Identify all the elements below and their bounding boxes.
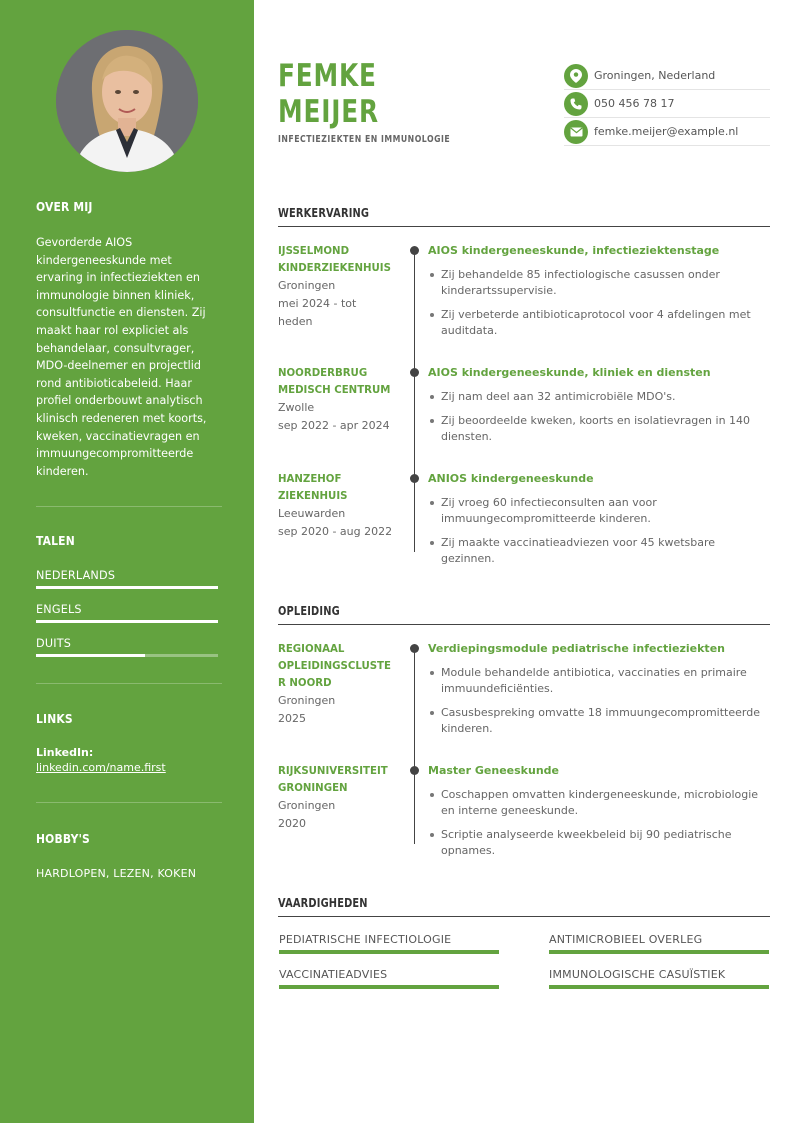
experience-title: WERKERVARING [278, 206, 370, 220]
entry-meta [278, 641, 394, 728]
skill-bar [279, 950, 499, 954]
location-text: Groningen, Nederland [594, 69, 716, 82]
language-level-bar [36, 586, 218, 589]
timeline-dot [410, 368, 419, 377]
entry-city: Groningen [278, 694, 336, 707]
language-level-bar [36, 620, 218, 623]
language-item [36, 637, 218, 657]
education-timeline-line [414, 648, 415, 844]
skill-bar [549, 985, 769, 989]
about-body [36, 234, 218, 480]
bullet-item: Zij verbeterde antibioticaprotocol voor 4 afdelingen met auditdata. [428, 307, 770, 339]
bullet-item: Zij nam deel aan 32 antimicrobiële MDO's. [428, 389, 770, 405]
sidebar-divider [36, 683, 222, 684]
entry-dates: 2025 [278, 712, 306, 725]
entry-dates: sep 2020 - aug 2022 [278, 525, 393, 538]
contact-location [564, 62, 770, 90]
entry-dates: 2020 [278, 817, 306, 830]
language-level-fill [36, 654, 145, 657]
entry-organization: REGIONAAL OPLEIDINGSCLUSTE R NOORD [278, 644, 391, 689]
education-title: OPLEIDING [278, 604, 340, 618]
timeline-dot [410, 644, 419, 653]
sidebar [0, 0, 254, 1123]
entry-organization: NOORDERBRUG MEDISCH CENTRUM [278, 368, 391, 396]
profile-photo [56, 30, 198, 172]
entry-organization: HANZEHOF ZIEKENHUIS [278, 474, 348, 502]
hobbies-section [36, 831, 218, 846]
last-name: MEIJER [278, 94, 379, 130]
entry-meta [278, 365, 394, 435]
phone-text: 050 456 78 17 [594, 97, 675, 110]
languages-section [36, 533, 218, 548]
skill-bar [549, 950, 769, 954]
entry-details [428, 641, 770, 745]
skill-item [549, 933, 769, 954]
entry-role: ANIOS kindergeneeskunde [428, 472, 594, 485]
entry-city: Leeuwarden [278, 507, 346, 520]
contact-email [564, 118, 770, 146]
envelope-icon [564, 120, 588, 144]
linkedin-link[interactable]: linkedin.com/name.first [36, 761, 166, 774]
bullet-item: Zij maakte vaccinatieadviezen voor 45 kwetsbare gezinnen. [428, 535, 770, 567]
entry-city: Groningen [278, 279, 336, 292]
entry-dates: mei 2024 - tot heden [278, 297, 357, 328]
language-item [36, 603, 218, 623]
entry-organization: IJSSELMOND KINDERZIEKENHUIS [278, 246, 391, 274]
entry-bullets [428, 389, 770, 445]
language-level-fill [36, 620, 218, 623]
bullet-item: Zij behandelde 85 infectiologische casussen onder kinderartssupervisie. [428, 267, 770, 299]
first-name: FEMKE [278, 58, 377, 94]
skills-header [278, 896, 770, 917]
linkedin-block [36, 746, 218, 774]
about-section [36, 199, 218, 214]
skills-title: VAARDIGHEDEN [278, 896, 368, 910]
experience-timeline-line [414, 250, 415, 552]
skill-item [279, 968, 499, 989]
entry-details [428, 471, 770, 575]
timeline-dot [410, 766, 419, 775]
skill-bar [279, 985, 499, 989]
hobbies-title: HOBBY'S [36, 831, 90, 846]
sidebar-divider [36, 802, 222, 803]
skill-name: IMMUNOLOGISCHE CASUÏSTIEK [549, 968, 726, 981]
hobbies-text: HARDLOPEN, LEZEN, KOKEN [36, 867, 197, 880]
skill-name: VACCINATIEADVIES [279, 968, 388, 981]
linkedin-label: LinkedIn: [36, 746, 94, 759]
about-title: OVER MIJ [36, 199, 93, 214]
entry-meta [278, 471, 394, 541]
bullet-item: Coschappen omvatten kindergeneeskunde, microbiologie en interne geneeskunde. [428, 787, 770, 819]
experience-header [278, 206, 770, 227]
entry-meta [278, 243, 394, 331]
entry-role: AIOS kindergeneeskunde, infectieziektenstage [428, 244, 720, 257]
entry-bullets [428, 267, 770, 339]
timeline-dot [410, 474, 419, 483]
language-name: NEDERLANDS [36, 569, 116, 582]
language-level-fill [36, 586, 218, 589]
entry-role: Master Geneeskunde [428, 764, 559, 777]
bullet-item: Casusbespreking omvatte 18 immuungecompromitteerde kinderen. [428, 705, 770, 737]
bullet-item: Zij vroeg 60 infectieconsulten aan voor immuungecompromitteerde kinderen. [428, 495, 770, 527]
bullet-item: Zij beoordeelde kweken, koorts en isolatievragen in 140 diensten. [428, 413, 770, 445]
timeline-dot [410, 246, 419, 255]
language-level-bar [36, 654, 218, 657]
entry-meta [278, 763, 394, 833]
skill-name: ANTIMICROBIEEL OVERLEG [549, 933, 703, 946]
entry-dates: sep 2022 - apr 2024 [278, 419, 390, 432]
skill-item [279, 933, 499, 954]
full-name [278, 58, 379, 130]
bullet-item: Module behandelde antibiotica, vaccinaties en primaire immuundeficiënties. [428, 665, 770, 697]
entry-role: Verdiepingsmodule pediatrische infectieziekten [428, 642, 725, 655]
links-title: LINKS [36, 711, 73, 726]
entry-details [428, 365, 770, 453]
entry-details [428, 763, 770, 867]
language-name: ENGELS [36, 603, 82, 616]
job-subtitle: INFECTIEZIEKTEN EN IMMUNOLOGIE [278, 134, 451, 145]
location-pin-icon [564, 64, 588, 88]
language-name: DUITS [36, 637, 72, 650]
links-section [36, 711, 218, 726]
skill-item [549, 968, 769, 989]
entry-role: AIOS kindergeneeskunde, kliniek en diensten [428, 366, 711, 379]
languages-title: TALEN [36, 533, 75, 548]
entry-bullets [428, 495, 770, 567]
entry-bullets [428, 665, 770, 737]
main-content [254, 0, 794, 1123]
hobbies-body [36, 867, 218, 880]
entry-bullets [428, 787, 770, 859]
email-text[interactable]: femke.meijer@example.nl [594, 125, 739, 138]
entry-organization: RIJKSUNIVERSITEIT GRONINGEN [278, 766, 388, 794]
entry-details [428, 243, 770, 347]
skill-name: PEDIATRISCHE INFECTIOLOGIE [279, 933, 452, 946]
bullet-item: Scriptie analyseerde kweekbeleid bij 90 pediatrische opnames. [428, 827, 770, 859]
phone-icon [564, 92, 588, 116]
sidebar-divider [36, 506, 222, 507]
about-text: Gevorderde AIOS kindergeneeskunde met ervaring in infectieziekten en immunologie binnen kliniek, consultfunctie en diensten. Zij maakt haar rol expliciet als behandelaar, consultvrager, MDO-deelnemer en projectlid rond antibioticabeleid. Haar profiel onderbouwt analytisch klinisch redeneren met koorts, kweken, vaccinatievragen en immuungecompromitteerde kinderen. [36, 236, 207, 478]
entry-city: Groningen [278, 799, 336, 812]
education-header [278, 604, 770, 625]
contact-phone [564, 90, 770, 118]
language-item [36, 569, 218, 589]
entry-city: Zwolle [278, 401, 315, 414]
